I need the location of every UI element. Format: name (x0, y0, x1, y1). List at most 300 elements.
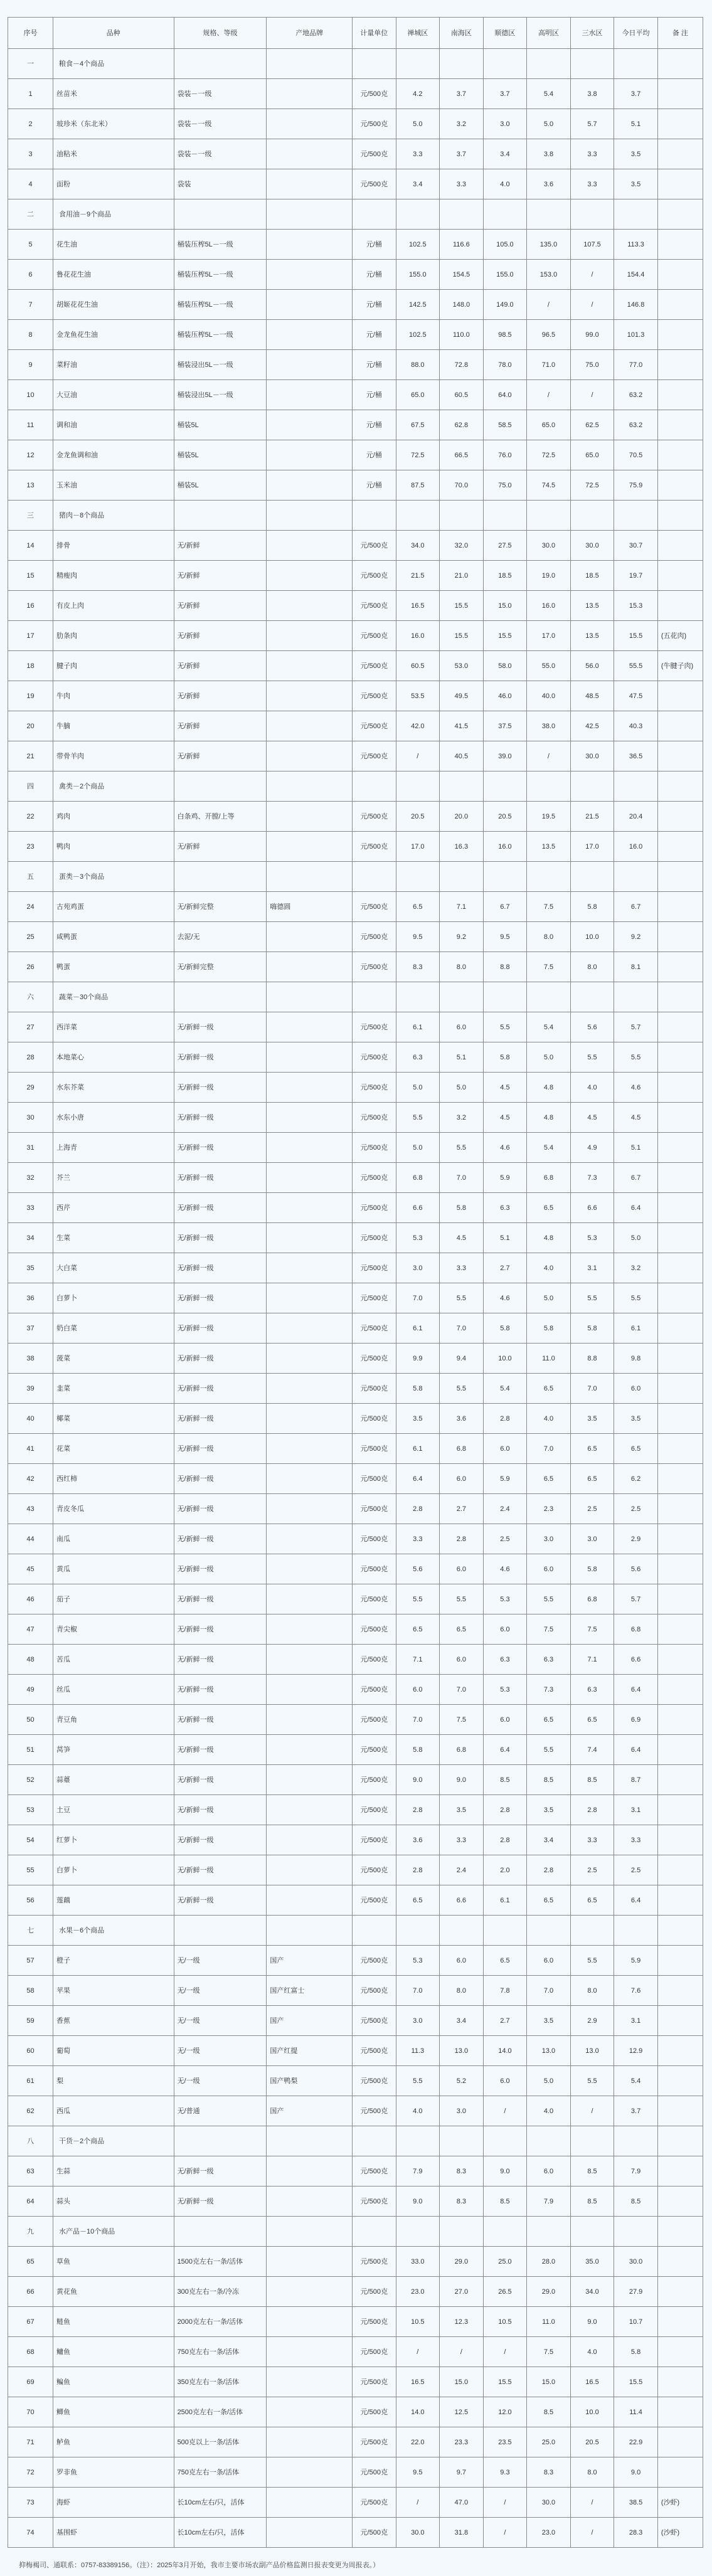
item-unit: 元/桶 (353, 380, 396, 410)
empty-cell (483, 501, 527, 531)
price-shunde: 3.0 (483, 109, 527, 139)
item-name: 罗非鱼 (53, 2457, 174, 2488)
price-gaoming: 6.0 (527, 2156, 571, 2186)
item-name: 梨 (53, 2066, 174, 2096)
item-spec: 无/一级 (174, 2066, 267, 2096)
price-average: 3.1 (614, 2006, 658, 2036)
price-nanhai: 6.0 (440, 1464, 484, 1494)
empty-cell (353, 1916, 396, 1946)
item-unit: 元/桶 (353, 410, 396, 440)
price-nanhai: 40.5 (440, 741, 484, 771)
category-number: 一 (8, 49, 53, 79)
item-name: 韭菜 (53, 1374, 174, 1404)
table-row (8, 1283, 703, 1313)
row-number: 72 (8, 2457, 53, 2488)
price-shunde: 5.8 (483, 1313, 527, 1344)
item-spec: 750克左右一条/活体 (174, 2457, 267, 2488)
price-nanhai: 9.2 (440, 922, 484, 952)
price-nanhai: 8.0 (440, 1976, 484, 2006)
price-sanshui: 6.5 (570, 1885, 614, 1916)
price-chancheng: 3.0 (396, 2006, 440, 2036)
item-note (657, 1614, 703, 1645)
price-shunde: 6.0 (483, 2066, 527, 2096)
price-sanshui: 6.8 (570, 1584, 614, 1614)
price-sanshui: 4.0 (570, 1073, 614, 1103)
row-number: 54 (8, 1825, 53, 1855)
price-average: 40.3 (614, 711, 658, 741)
row-number: 67 (8, 2307, 53, 2337)
price-nanhai: 8.3 (440, 2156, 484, 2186)
price-gaoming: 28.0 (527, 2247, 571, 2277)
price-sanshui: 5.5 (570, 1042, 614, 1073)
price-chancheng: / (396, 2337, 440, 2367)
item-spec: 无/新鲜一级 (174, 1073, 267, 1103)
empty-cell (527, 2217, 571, 2247)
price-chancheng: 5.5 (396, 1584, 440, 1614)
price-sanshui: 48.5 (570, 681, 614, 711)
item-note (657, 2337, 703, 2367)
price-chancheng: 2.8 (396, 1494, 440, 1524)
price-gaoming: 72.5 (527, 440, 571, 470)
column-header: 顺德区 (483, 18, 527, 49)
item-unit: 元/500克 (353, 1614, 396, 1645)
item-origin (267, 711, 353, 741)
price-gaoming: 6.5 (527, 1885, 571, 1916)
empty-cell (353, 862, 396, 892)
item-name: 调和油 (53, 410, 174, 440)
item-spec: 无/新鲜一级 (174, 1344, 267, 1374)
item-spec: 白条鸡、开膛/上等 (174, 802, 267, 832)
table-row (8, 410, 703, 440)
row-number: 31 (8, 1133, 53, 1163)
category-number: 三 (8, 501, 53, 531)
item-origin (267, 1584, 353, 1614)
item-note (657, 802, 703, 832)
item-spec: 2000克左右一条/活体 (174, 2307, 267, 2337)
table-row (8, 2307, 703, 2337)
item-spec: 无/新鲜完整 (174, 892, 267, 922)
item-unit: 元/500克 (353, 1042, 396, 1073)
item-note (657, 1313, 703, 1344)
price-nanhai: 148.0 (440, 290, 484, 320)
row-number: 33 (8, 1193, 53, 1223)
price-chancheng: 5.8 (396, 1374, 440, 1404)
item-note (657, 2427, 703, 2457)
item-spec: 无/新鲜一级 (174, 1524, 267, 1554)
price-average: 3.1 (614, 1795, 658, 1825)
item-spec: 袋装－一级 (174, 109, 267, 139)
price-average: 30.7 (614, 531, 658, 561)
empty-cell (267, 771, 353, 802)
price-shunde: 58.0 (483, 651, 527, 681)
item-spec: 无/新鲜一级 (174, 1012, 267, 1042)
table-row (8, 2427, 703, 2457)
item-unit: 元/500克 (353, 1344, 396, 1374)
item-unit: 元/500克 (353, 621, 396, 651)
item-spec: 无/新鲜一级 (174, 1855, 267, 1885)
price-average: 6.7 (614, 1163, 658, 1193)
empty-cell (174, 862, 267, 892)
price-sanshui: 13.5 (570, 621, 614, 651)
table-row (8, 109, 703, 139)
table-row (8, 1344, 703, 1374)
item-unit: 元/500克 (353, 922, 396, 952)
price-sanshui: 7.3 (570, 1163, 614, 1193)
item-unit: 元/500克 (353, 2397, 396, 2427)
price-nanhai: 7.0 (440, 1163, 484, 1193)
price-gaoming: 2.8 (527, 1855, 571, 1885)
item-unit: 元/500克 (353, 2156, 396, 2186)
table-row (8, 1946, 703, 1976)
price-gaoming: 19.0 (527, 561, 571, 591)
price-gaoming: 30.0 (527, 2488, 571, 2518)
item-name: 茄子 (53, 1584, 174, 1614)
price-average: 6.2 (614, 1464, 658, 1494)
price-nanhai: 8.0 (440, 952, 484, 982)
price-sanshui: 5.7 (570, 109, 614, 139)
item-origin (267, 1464, 353, 1494)
price-gaoming: 3.6 (527, 169, 571, 199)
price-average: 7.6 (614, 1976, 658, 2006)
price-nanhai: 27.0 (440, 2277, 484, 2307)
price-shunde: 5.3 (483, 1584, 527, 1614)
item-note (657, 922, 703, 952)
item-spec: 无/新鲜 (174, 832, 267, 862)
empty-cell (570, 982, 614, 1012)
price-chancheng: 10.5 (396, 2307, 440, 2337)
price-chancheng: 2.8 (396, 1855, 440, 1885)
empty-cell (174, 982, 267, 1012)
item-origin (267, 79, 353, 109)
item-origin (267, 380, 353, 410)
category-title: 粮食－4个商品 (53, 49, 174, 79)
price-nanhai: 15.5 (440, 591, 484, 621)
price-sanshui: 6.5 (570, 1705, 614, 1735)
item-note (657, 1163, 703, 1193)
empty-cell (570, 199, 614, 230)
item-unit: 元/500克 (353, 1103, 396, 1133)
row-number: 35 (8, 1253, 53, 1283)
price-shunde: 4.6 (483, 1554, 527, 1584)
empty-cell (570, 2217, 614, 2247)
price-nanhai: 70.0 (440, 470, 484, 501)
price-sanshui: 7.5 (570, 1614, 614, 1645)
item-spec: 无/新鲜一级 (174, 2186, 267, 2217)
item-note (657, 1103, 703, 1133)
price-gaoming: 30.0 (527, 531, 571, 561)
item-note: (牛腱子肉) (657, 651, 703, 681)
item-note (657, 681, 703, 711)
item-spec: 桶装浸出5L－一级 (174, 380, 267, 410)
item-origin (267, 2457, 353, 2488)
item-origin (267, 1855, 353, 1885)
price-sanshui: 3.3 (570, 1825, 614, 1855)
price-chancheng: 3.0 (396, 1253, 440, 1283)
price-sanshui: 16.5 (570, 2367, 614, 2397)
price-chancheng: 102.5 (396, 230, 440, 260)
price-average: 11.4 (614, 2397, 658, 2427)
item-note (657, 410, 703, 440)
item-origin (267, 2247, 353, 2277)
price-gaoming: 4.8 (527, 1223, 571, 1253)
item-origin (267, 591, 353, 621)
item-unit: 元/500克 (353, 741, 396, 771)
item-origin (267, 1012, 353, 1042)
row-number: 41 (8, 1434, 53, 1464)
item-origin (267, 952, 353, 982)
price-gaoming: 5.4 (527, 1133, 571, 1163)
price-sanshui: 20.5 (570, 2427, 614, 2457)
item-spec: 无/一级 (174, 2036, 267, 2066)
price-sanshui: 34.0 (570, 2277, 614, 2307)
empty-cell (483, 982, 527, 1012)
item-unit: 元/500克 (353, 1223, 396, 1253)
category-title: 干货－2个商品 (53, 2126, 174, 2156)
row-number: 48 (8, 1645, 53, 1675)
price-nanhai: 9.0 (440, 1765, 484, 1795)
price-gaoming: 40.0 (527, 681, 571, 711)
price-nanhai: 3.7 (440, 139, 484, 169)
item-unit: 元/500克 (353, 79, 396, 109)
row-number: 47 (8, 1614, 53, 1645)
item-origin (267, 440, 353, 470)
table-row (8, 1765, 703, 1795)
table-row (8, 892, 703, 922)
item-note (657, 320, 703, 350)
price-gaoming: 23.0 (527, 2518, 571, 2548)
item-origin (267, 531, 353, 561)
row-number: 63 (8, 2156, 53, 2186)
price-gaoming: 8.0 (527, 922, 571, 952)
price-gaoming: 17.0 (527, 621, 571, 651)
item-unit: 元/500克 (353, 2307, 396, 2337)
price-nanhai: 6.5 (440, 1614, 484, 1645)
empty-cell (570, 1916, 614, 1946)
price-gaoming: 7.0 (527, 1434, 571, 1464)
price-average: 7.9 (614, 2156, 658, 2186)
price-sanshui: 2.8 (570, 1795, 614, 1825)
row-number: 24 (8, 892, 53, 922)
price-average: 75.9 (614, 470, 658, 501)
row-number: 43 (8, 1494, 53, 1524)
row-number: 69 (8, 2367, 53, 2397)
price-average: 146.8 (614, 290, 658, 320)
category-row (8, 1916, 703, 1946)
item-spec: 无/新鲜一级 (174, 1404, 267, 1434)
table-row (8, 2457, 703, 2488)
price-gaoming: 6.3 (527, 1645, 571, 1675)
empty-cell (174, 2217, 267, 2247)
price-sanshui: 7.4 (570, 1735, 614, 1765)
price-nanhai: 110.0 (440, 320, 484, 350)
table-row (8, 651, 703, 681)
item-unit: 元/500克 (353, 2427, 396, 2457)
category-title: 蛋类－3个商品 (53, 862, 174, 892)
price-average: 3.5 (614, 139, 658, 169)
item-origin: 国产 (267, 2006, 353, 2036)
item-spec: 无/新鲜一级 (174, 1735, 267, 1765)
item-origin (267, 802, 353, 832)
price-average: 15.5 (614, 2367, 658, 2397)
row-number: 66 (8, 2277, 53, 2307)
price-nanhai: 9.4 (440, 1344, 484, 1374)
price-chancheng: 9.5 (396, 2457, 440, 2488)
item-origin (267, 1163, 353, 1193)
price-sanshui: 5.5 (570, 2066, 614, 2096)
price-average: 2.5 (614, 1855, 658, 1885)
price-shunde: 6.3 (483, 1193, 527, 1223)
item-note (657, 2006, 703, 2036)
empty-cell (657, 501, 703, 531)
price-average: 30.0 (614, 2247, 658, 2277)
price-average: 12.9 (614, 2036, 658, 2066)
price-shunde: / (483, 2488, 527, 2518)
price-shunde: 4.5 (483, 1103, 527, 1133)
item-spec: 300克左右一条/冷冻 (174, 2277, 267, 2307)
item-note (657, 1885, 703, 1916)
item-origin (267, 1434, 353, 1464)
item-name: 西红柿 (53, 1464, 174, 1494)
price-chancheng: 60.5 (396, 651, 440, 681)
row-number: 39 (8, 1374, 53, 1404)
row-number: 16 (8, 591, 53, 621)
category-row (8, 2217, 703, 2247)
price-chancheng: 3.5 (396, 1404, 440, 1434)
price-average: 5.8 (614, 2337, 658, 2367)
price-gaoming: 19.5 (527, 802, 571, 832)
empty-cell (483, 771, 527, 802)
item-origin (267, 922, 353, 952)
item-origin (267, 320, 353, 350)
item-name: 精瘦肉 (53, 561, 174, 591)
item-unit: 元/500克 (353, 1554, 396, 1584)
item-origin (267, 1765, 353, 1795)
row-number: 64 (8, 2186, 53, 2217)
price-nanhai: 6.8 (440, 1434, 484, 1464)
price-chancheng: 8.3 (396, 952, 440, 982)
item-note (657, 561, 703, 591)
item-note (657, 1675, 703, 1705)
row-number: 34 (8, 1223, 53, 1253)
row-number: 49 (8, 1675, 53, 1705)
item-note (657, 290, 703, 320)
item-note (657, 1464, 703, 1494)
price-nanhai: 3.0 (440, 2096, 484, 2126)
column-header: 规格、等级 (174, 18, 267, 49)
item-unit: 元/500克 (353, 2247, 396, 2277)
price-chancheng: 22.0 (396, 2427, 440, 2457)
price-sanshui: 4.0 (570, 2337, 614, 2367)
table-row (8, 470, 703, 501)
item-unit: 元/500克 (353, 1434, 396, 1464)
empty-cell (614, 771, 658, 802)
price-shunde: 23.5 (483, 2427, 527, 2457)
item-origin (267, 832, 353, 862)
item-spec: 无/新鲜 (174, 591, 267, 621)
price-chancheng: 30.0 (396, 2518, 440, 2548)
item-origin: 国产 (267, 1946, 353, 1976)
category-row (8, 2126, 703, 2156)
item-name: 金龙鱼调和油 (53, 440, 174, 470)
item-spec: 无/新鲜一级 (174, 1825, 267, 1855)
item-name: 咸鸭蛋 (53, 922, 174, 952)
empty-cell (570, 771, 614, 802)
item-origin (267, 1825, 353, 1855)
item-unit: 元/500克 (353, 1404, 396, 1434)
row-number: 70 (8, 2397, 53, 2427)
price-chancheng: 5.3 (396, 1946, 440, 1976)
item-spec: 无/新鲜一级 (174, 1283, 267, 1313)
price-sanshui: 3.8 (570, 79, 614, 109)
table-body (8, 49, 703, 2548)
price-shunde: 6.4 (483, 1735, 527, 1765)
row-number: 53 (8, 1795, 53, 1825)
item-spec: 袋装－一级 (174, 79, 267, 109)
price-average: 3.3 (614, 1825, 658, 1855)
item-spec: 无/新鲜 (174, 681, 267, 711)
item-note (657, 1705, 703, 1735)
price-nanhai: 5.8 (440, 1193, 484, 1223)
price-sanshui: / (570, 290, 614, 320)
category-number: 七 (8, 1916, 53, 1946)
item-spec: 袋装－一级 (174, 139, 267, 169)
item-spec: 750克左右一条/活体 (174, 2337, 267, 2367)
item-note (657, 350, 703, 380)
item-origin (267, 1223, 353, 1253)
price-chancheng: 6.4 (396, 1464, 440, 1494)
price-sanshui: 62.5 (570, 410, 614, 440)
price-nanhai: 7.0 (440, 1313, 484, 1344)
row-number: 4 (8, 169, 53, 199)
item-spec: 无/新鲜一级 (174, 1163, 267, 1193)
row-number: 73 (8, 2488, 53, 2518)
price-nanhai: 8.3 (440, 2186, 484, 2217)
empty-cell (267, 199, 353, 230)
table-row (8, 1133, 703, 1163)
price-chancheng: 65.0 (396, 380, 440, 410)
item-note (657, 1735, 703, 1765)
item-name: 牛肉 (53, 681, 174, 711)
price-average: 3.7 (614, 2096, 658, 2126)
table-row (8, 1073, 703, 1103)
price-gaoming: 29.0 (527, 2277, 571, 2307)
price-sanshui: 7.0 (570, 1374, 614, 1404)
item-name: 白萝卜 (53, 1283, 174, 1313)
table-row (8, 2367, 703, 2397)
item-spec: 桶装压榨5L－一级 (174, 320, 267, 350)
item-unit: 元/500克 (353, 2488, 396, 2518)
item-spec: 袋装 (174, 169, 267, 199)
table-row (8, 1524, 703, 1554)
price-average: 8.7 (614, 1765, 658, 1795)
price-gaoming: 6.5 (527, 1705, 571, 1735)
item-note (657, 1042, 703, 1073)
empty-cell (527, 862, 571, 892)
price-nanhai: 3.2 (440, 1103, 484, 1133)
price-nanhai: 32.0 (440, 531, 484, 561)
price-shunde: 15.0 (483, 591, 527, 621)
price-table (8, 17, 703, 2548)
price-sanshui: 30.0 (570, 741, 614, 771)
price-gaoming: 5.4 (527, 1012, 571, 1042)
price-nanhai: 116.6 (440, 230, 484, 260)
row-number: 25 (8, 922, 53, 952)
item-unit: 元/500克 (353, 1735, 396, 1765)
price-shunde: 20.5 (483, 802, 527, 832)
price-gaoming: 3.5 (527, 1795, 571, 1825)
table-row (8, 2096, 703, 2126)
item-note (657, 952, 703, 982)
